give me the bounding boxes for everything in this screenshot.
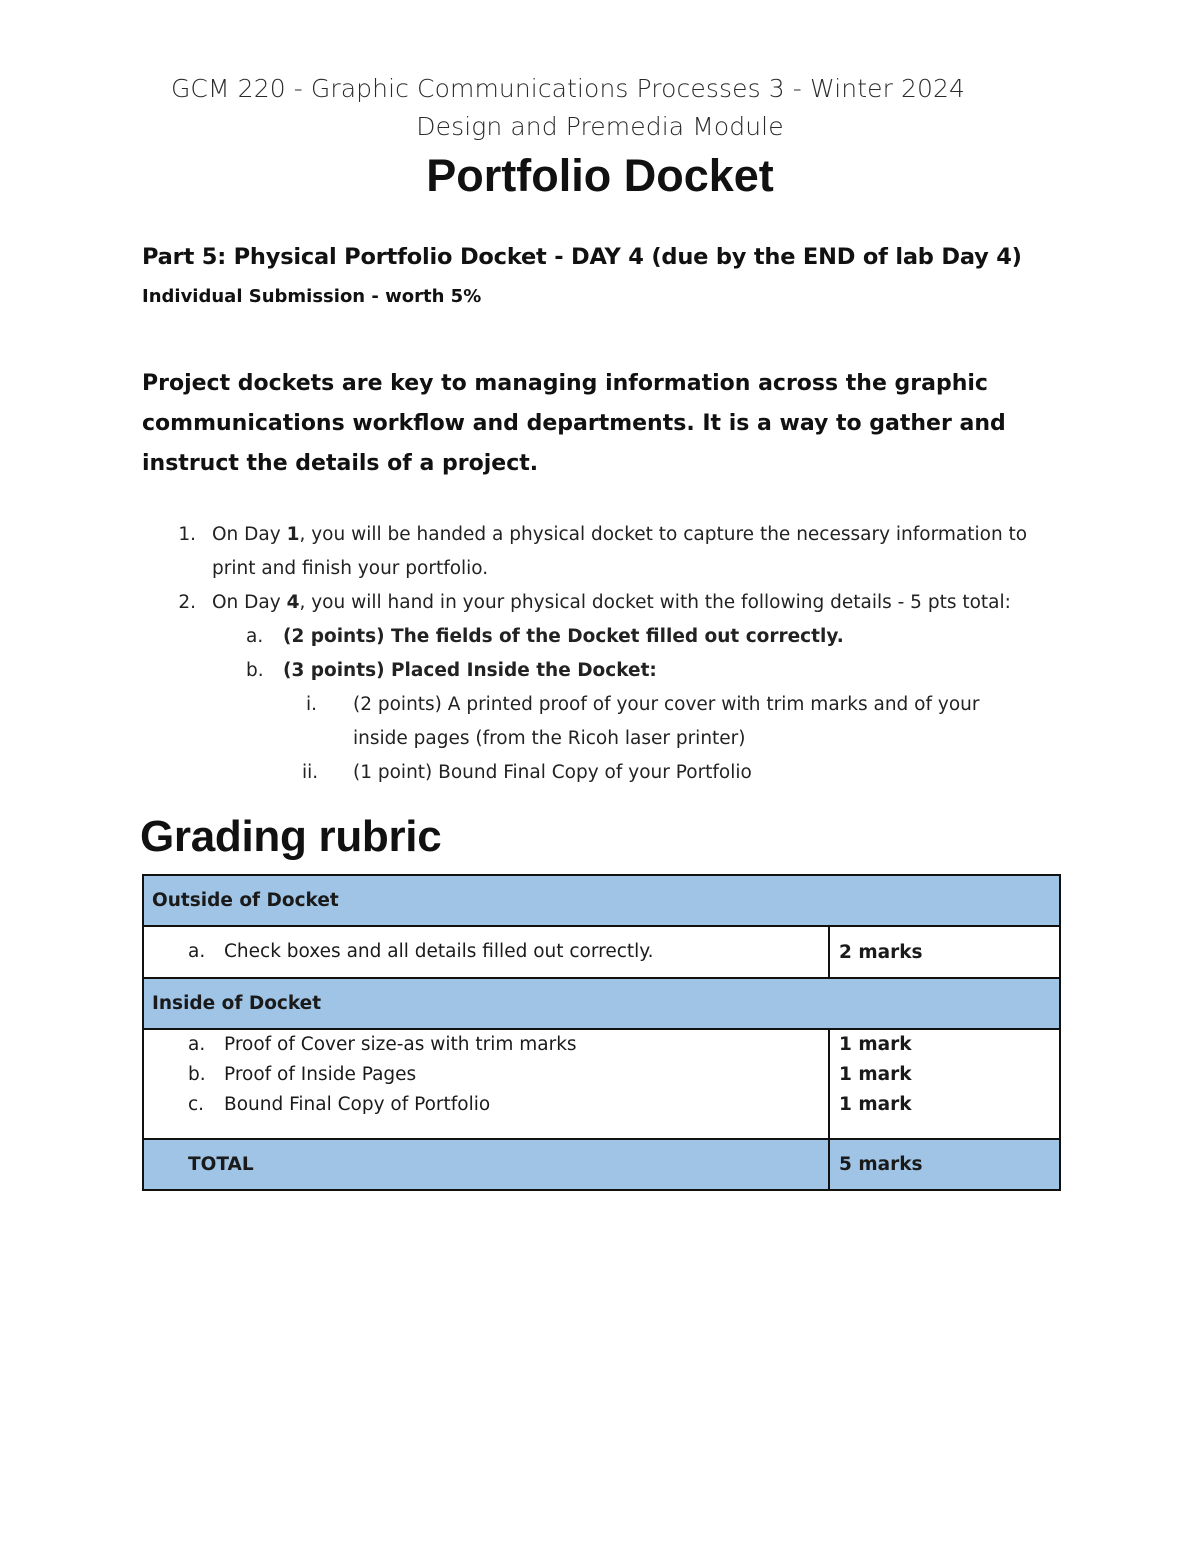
day-number: 1 [286, 524, 300, 545]
criteria-item [144, 1030, 828, 1060]
table-row [143, 926, 1060, 978]
list-item: (1 point) Bound Final Copy of your Portfolio [353, 762, 752, 783]
list-marker: b. [246, 660, 264, 681]
intro-paragraph [142, 364, 1022, 484]
criteria-item [144, 1060, 828, 1090]
grading-heading: Grading rubric [140, 812, 442, 861]
list-item [212, 524, 1027, 545]
list-item-continuation: print and finish your portfolio. [212, 558, 489, 579]
list-marker: i. [306, 694, 318, 715]
list-item-text: On Day [212, 592, 287, 613]
criteria-letter: b. [188, 1064, 206, 1085]
list-marker: ii. [302, 762, 319, 783]
list-marker-text: 1. [178, 524, 196, 545]
list-item-continuation: inside pages (from the Ricoh laser printer) [353, 728, 746, 749]
list-item: (3 points) Placed Inside the Docket: [283, 660, 657, 681]
mark-value: 1 mark [839, 1094, 912, 1115]
criteria-letter: a. [188, 941, 206, 962]
table-row [143, 1029, 1060, 1139]
list-item-text: , you will hand in your physical docket with the following details - 5 pts total: [299, 592, 1011, 613]
total-marks: 5 marks [829, 1139, 1060, 1190]
table-section-row [143, 978, 1060, 1029]
criteria-cell [143, 1029, 829, 1139]
intro-line: communications workflow and departments. It is a way to gather and [142, 411, 1006, 436]
criteria-text: Proof of Inside Pages [224, 1064, 417, 1085]
criteria-letter: c. [188, 1094, 205, 1115]
intro-line: Project dockets are key to managing information across the graphic [142, 371, 988, 396]
list-marker: a. [246, 626, 264, 647]
section-label: Outside of Docket [143, 875, 1060, 926]
intro-line: instruct the details of a project. [142, 451, 539, 476]
criteria-item [144, 1090, 828, 1120]
criteria-text: Bound Final Copy of Portfolio [224, 1094, 491, 1115]
part-subheading: Individual Submission - worth 5% [142, 286, 482, 307]
list-item-text: , you will be handed a physical docket to capture the necessary information to [299, 524, 1028, 545]
list-item-text: On Day [212, 524, 287, 545]
mark-value: 1 mark [839, 1064, 912, 1085]
page-title: Portfolio Docket [426, 150, 774, 201]
part-heading: Part 5: Physical Portfolio Docket - DAY 4 (due by the END of lab Day 4) [142, 244, 1022, 270]
module-line: Design and Premedia Module [416, 112, 784, 141]
criteria-item [144, 937, 828, 967]
list-item: (2 points) A printed proof of your cover with trim marks and of your [353, 694, 980, 715]
total-row [143, 1139, 1060, 1190]
list-item [212, 592, 1011, 613]
day-number: 4 [286, 592, 300, 613]
marks-cell: 2 marks [829, 926, 1060, 978]
total-label-cell [143, 1139, 829, 1190]
criteria-cell [143, 926, 829, 978]
marks-cell [829, 1029, 1060, 1139]
table-section-row [143, 875, 1060, 926]
list-marker-text: 2. [178, 592, 196, 613]
criteria-text: Check boxes and all details filled out correctly. [224, 941, 654, 962]
course-line: GCM 220 - Graphic Communications Processes 3 - Winter 2024 [170, 74, 966, 103]
section-label: Inside of Docket [143, 978, 1060, 1029]
total-label: TOTAL [188, 1154, 254, 1175]
grading-rubric-table [142, 874, 1061, 1191]
mark-value: 1 mark [839, 1034, 912, 1055]
criteria-letter: a. [188, 1034, 206, 1055]
list-item: (2 points) The fields of the Docket filled out correctly. [283, 626, 844, 647]
criteria-text: Proof of Cover size-as with trim marks [224, 1034, 577, 1055]
